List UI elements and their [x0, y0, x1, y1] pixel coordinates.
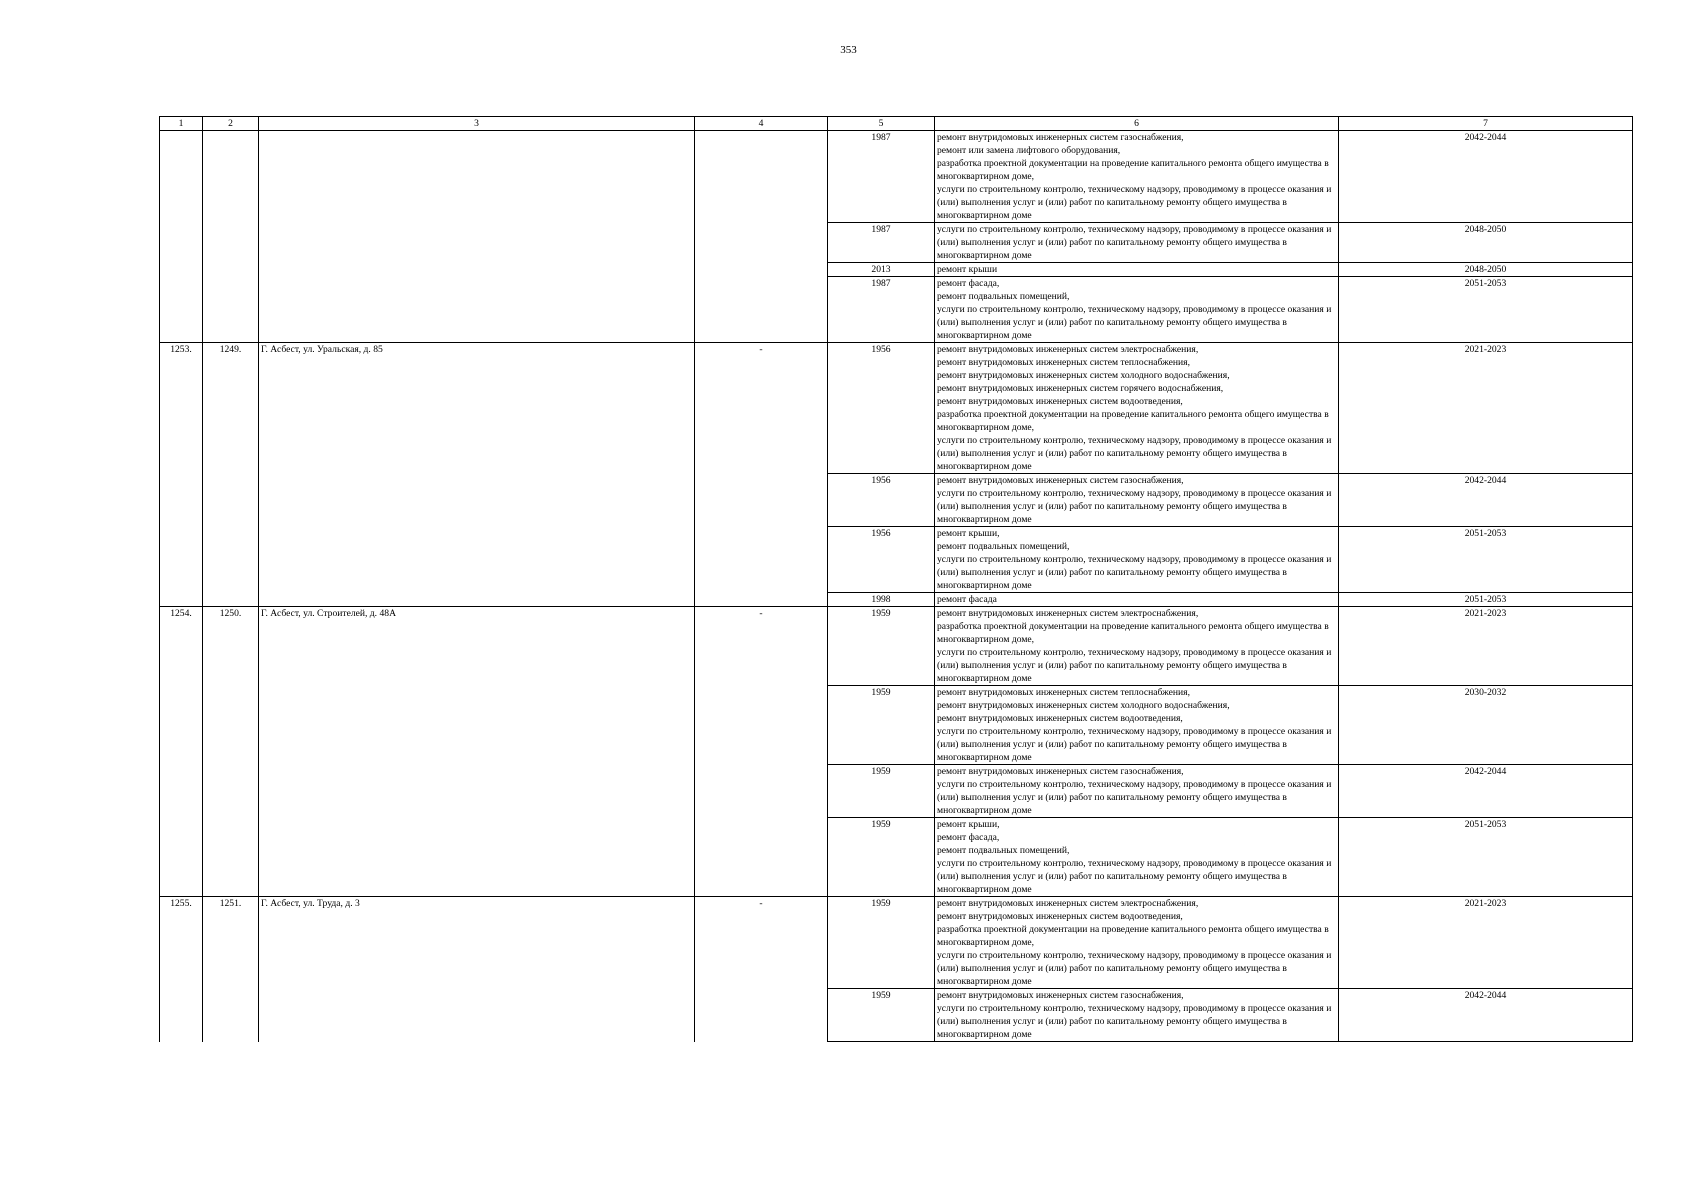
work-item: ремонт внутридомовых инженерных систем теплоснабжения, — [937, 357, 1190, 368]
header-row — [160, 117, 1633, 131]
work-item: разработка проектной документации на проведение капитального ремонта общего имущества в многоквартирном доме, — [937, 409, 1329, 433]
period-cell: 2021-2023 — [1339, 343, 1633, 474]
works-cell — [935, 263, 1339, 277]
capital-repair-table — [159, 116, 1633, 1042]
year-cell: 1956 — [828, 474, 935, 527]
work-item: ремонт внутридомовых инженерных систем газоснабжения, — [937, 132, 1184, 143]
column-4-cell: - — [695, 607, 828, 897]
page-number: 353 — [840, 44, 857, 56]
work-item: ремонт крыши, — [937, 819, 1000, 830]
table-row — [160, 131, 1633, 223]
work-item: ремонт внутридомовых инженерных систем электроснабжения, — [937, 898, 1199, 909]
work-item: ремонт крыши — [937, 264, 998, 275]
work-item: ремонт внутридомовых инженерных систем газоснабжения, — [937, 475, 1184, 486]
work-item: ремонт фасада — [937, 594, 997, 605]
header-col-5: 5 — [828, 117, 935, 131]
year-cell: 1959 — [828, 607, 935, 686]
registry-number-cell: 1249. — [203, 343, 259, 607]
work-item: ремонт внутридомовых инженерных систем электроснабжения, — [937, 608, 1199, 619]
work-item: ремонт внутридомовых инженерных систем водоотведения, — [937, 396, 1183, 407]
work-item: ремонт подвальных помещений, — [937, 541, 1070, 552]
work-item: ремонт подвальных помещений, — [937, 845, 1070, 856]
year-cell: 1956 — [828, 527, 935, 593]
address-cell: Г. Асбест, ул. Труда, д. 3 — [259, 897, 695, 1042]
year-cell: 1959 — [828, 989, 935, 1042]
year-cell: 1959 — [828, 818, 935, 897]
work-item: услуги по строительному контролю, техническому надзору, проводимому в процессе оказания и (или) выполнения услуг и (или) работ по капитальному ремонту общего имущества в многоквартирном доме — [937, 779, 1332, 816]
registry-number-cell: 1250. — [203, 607, 259, 897]
works-cell — [935, 527, 1339, 593]
works-cell — [935, 277, 1339, 343]
work-item: услуги по строительному контролю, техническому надзору, проводимому в процессе оказания и (или) выполнения услуг и (или) работ по капитальному ремонту общего имущества в многоквартирном доме — [937, 435, 1332, 472]
period-cell: 2042-2044 — [1339, 989, 1633, 1042]
registry-number-cell — [203, 131, 259, 343]
address-cell — [259, 131, 695, 343]
work-item: услуги по строительному контролю, техническому надзору, проводимому в процессе оказания и (или) выполнения услуг и (или) работ по капитальному ремонту общего имущества в многоквартирном доме — [937, 726, 1332, 763]
table-row — [160, 343, 1633, 474]
column-4-cell: - — [695, 897, 828, 1042]
works-cell — [935, 343, 1339, 474]
work-item: услуги по строительному контролю, техническому надзору, проводимому в процессе оказания и (или) выполнения услуг и (или) работ по капитальному ремонту общего имущества в многоквартирном доме — [937, 554, 1332, 591]
work-item: ремонт внутридомовых инженерных систем холодного водоснабжения, — [937, 700, 1230, 711]
period-cell: 2021-2023 — [1339, 897, 1633, 989]
works-cell — [935, 818, 1339, 897]
period-cell: 2048-2050 — [1339, 223, 1633, 263]
address-cell: Г. Асбест, ул. Строителей, д. 48А — [259, 607, 695, 897]
registry-number-cell: 1251. — [203, 897, 259, 1042]
work-item: разработка проектной документации на проведение капитального ремонта общего имущества в многоквартирном доме, — [937, 158, 1329, 182]
year-cell: 1959 — [828, 686, 935, 765]
year-cell: 2013 — [828, 263, 935, 277]
year-cell: 1987 — [828, 223, 935, 263]
period-cell: 2042-2044 — [1339, 765, 1633, 818]
work-item: ремонт внутридомовых инженерных систем газоснабжения, — [937, 766, 1184, 777]
works-cell — [935, 607, 1339, 686]
work-item: услуги по строительному контролю, техническому надзору, проводимому в процессе оказания и (или) выполнения услуг и (или) работ по капитальному ремонту общего имущества в многоквартирном доме — [937, 224, 1332, 261]
work-item: ремонт фасада, — [937, 832, 1000, 843]
period-cell: 2051-2053 — [1339, 527, 1633, 593]
year-cell: 1959 — [828, 765, 935, 818]
works-cell — [935, 223, 1339, 263]
year-cell: 1987 — [828, 277, 935, 343]
work-item: ремонт крыши, — [937, 528, 1000, 539]
column-4-cell: - — [695, 343, 828, 607]
table-body — [160, 131, 1633, 1042]
header-col-1: 1 — [160, 117, 203, 131]
object-number-cell: 1255. — [160, 897, 203, 1042]
column-4-cell — [695, 131, 828, 343]
work-item: ремонт внутридомовых инженерных систем теплоснабжения, — [937, 687, 1190, 698]
table-row — [160, 607, 1633, 686]
header-col-3: 3 — [259, 117, 695, 131]
object-number-cell: 1254. — [160, 607, 203, 897]
work-item: услуги по строительному контролю, техническому надзору, проводимому в процессе оказания и (или) выполнения услуг и (или) работ по капитальному ремонту общего имущества в многоквартирном доме — [937, 858, 1332, 895]
header-col-6: 6 — [935, 117, 1339, 131]
work-item: услуги по строительному контролю, техническому надзору, проводимому в процессе оказания и (или) выполнения услуг и (или) работ по капитальному ремонту общего имущества в многоквартирном доме — [937, 488, 1332, 525]
works-cell — [935, 686, 1339, 765]
work-item: ремонт фасада, — [937, 278, 1000, 289]
period-cell: 2051-2053 — [1339, 593, 1633, 607]
address-cell: Г. Асбест, ул. Уральская, д. 85 — [259, 343, 695, 607]
period-cell: 2030-2032 — [1339, 686, 1633, 765]
work-item: ремонт внутридомовых инженерных систем горячего водоснабжения, — [937, 383, 1224, 394]
works-cell — [935, 474, 1339, 527]
header-col-4: 4 — [695, 117, 828, 131]
work-item: разработка проектной документации на проведение капитального ремонта общего имущества в многоквартирном доме, — [937, 621, 1329, 645]
works-cell — [935, 989, 1339, 1042]
year-cell: 1959 — [828, 897, 935, 989]
work-item: услуги по строительному контролю, техническому надзору, проводимому в процессе оказания и (или) выполнения услуг и (или) работ по капитальному ремонту общего имущества в многоквартирном доме — [937, 1003, 1332, 1040]
period-cell: 2042-2044 — [1339, 474, 1633, 527]
header-col-2: 2 — [203, 117, 259, 131]
year-cell: 1956 — [828, 343, 935, 474]
table-row — [160, 897, 1633, 989]
works-cell — [935, 593, 1339, 607]
works-cell — [935, 765, 1339, 818]
work-item: ремонт подвальных помещений, — [937, 291, 1070, 302]
header-col-7: 7 — [1339, 117, 1633, 131]
work-item: услуги по строительному контролю, техническому надзору, проводимому в процессе оказания и (или) выполнения услуг и (или) работ по капитальному ремонту общего имущества в многоквартирном доме — [937, 647, 1332, 684]
works-cell — [935, 131, 1339, 223]
work-item: ремонт внутридомовых инженерных систем электроснабжения, — [937, 344, 1199, 355]
work-item: ремонт внутридомовых инженерных систем холодного водоснабжения, — [937, 370, 1230, 381]
period-cell: 2021-2023 — [1339, 607, 1633, 686]
period-cell: 2051-2053 — [1339, 818, 1633, 897]
year-cell: 1998 — [828, 593, 935, 607]
object-number-cell — [160, 131, 203, 343]
work-item: ремонт внутридомовых инженерных систем водоотведения, — [937, 713, 1183, 724]
works-cell — [935, 897, 1339, 989]
object-number-cell: 1253. — [160, 343, 203, 607]
work-item: ремонт или замена лифтового оборудования, — [937, 145, 1121, 156]
work-item: услуги по строительному контролю, техническому надзору, проводимому в процессе оказания и (или) выполнения услуг и (или) работ по капитальному ремонту общего имущества в многоквартирном доме — [937, 304, 1332, 341]
period-cell: 2042-2044 — [1339, 131, 1633, 223]
work-item: разработка проектной документации на проведение капитального ремонта общего имущества в многоквартирном доме, — [937, 924, 1329, 948]
work-item: ремонт внутридомовых инженерных систем газоснабжения, — [937, 990, 1184, 1001]
work-item: услуги по строительному контролю, техническому надзору, проводимому в процессе оказания и (или) выполнения услуг и (или) работ по капитальному ремонту общего имущества в многоквартирном доме — [937, 184, 1332, 221]
work-item: ремонт внутридомовых инженерных систем водоотведения, — [937, 911, 1183, 922]
period-cell: 2051-2053 — [1339, 277, 1633, 343]
year-cell: 1987 — [828, 131, 935, 223]
period-cell: 2048-2050 — [1339, 263, 1633, 277]
work-item: услуги по строительному контролю, техническому надзору, проводимому в процессе оказания и (или) выполнения услуг и (или) работ по капитальному ремонту общего имущества в многоквартирном доме — [937, 950, 1332, 987]
